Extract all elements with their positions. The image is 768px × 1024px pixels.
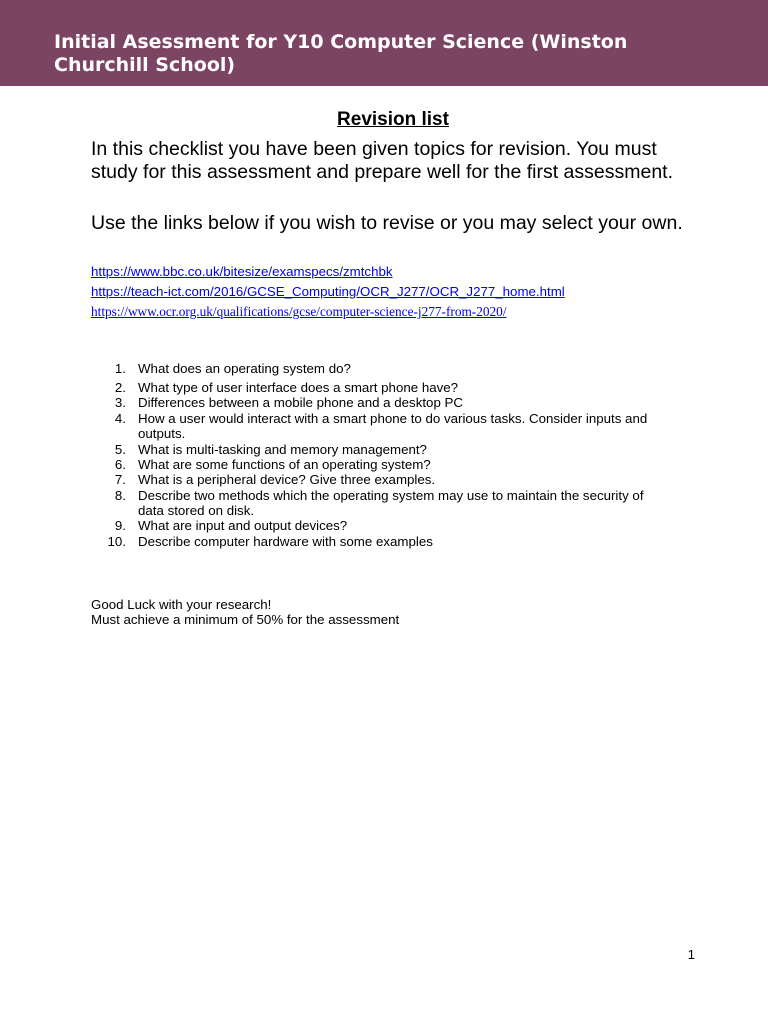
list-item-text: What is multi-tasking and memory management? — [138, 442, 427, 457]
pass-mark-line: Must achieve a minimum of 50% for the assessment — [91, 612, 400, 628]
list-item-number: 7. — [114, 472, 126, 487]
list-item-number: 3. — [114, 395, 126, 410]
list-item-text: What type of user interface does a smart phone have? — [138, 380, 459, 395]
list-item-number: 10. — [107, 534, 126, 549]
list-item-number: 2. — [114, 380, 126, 395]
intro-paragraph-2: Use the links below if you wish to revise or you may select your own. — [91, 212, 683, 234]
page-number: 1 — [687, 947, 695, 962]
list-item-text: What are input and output devices? — [138, 518, 348, 533]
ocr-link[interactable]: https://www.ocr.org.uk/qualifications/gcse/computer-science-j277-from-2020/ — [91, 304, 507, 319]
list-item-text: What does an operating system do? — [138, 361, 351, 376]
list-item-text: Describe computer hardware with some examples — [138, 534, 433, 549]
list-item-number: 8. — [114, 488, 126, 503]
revision-list-heading: Revision list — [337, 109, 449, 130]
title-banner — [0, 0, 768, 86]
list-item-number: 4. — [114, 411, 126, 426]
list-item-text: Describe two methods which the operating system may use to maintain the security of data stored on disk. — [138, 488, 644, 519]
list-item-number: 6. — [114, 457, 126, 472]
list-item-text: What are some functions of an operating system? — [138, 457, 431, 472]
list-item-number: 5. — [114, 442, 126, 457]
list-item-text: Differences between a mobile phone and a desktop PC — [138, 395, 464, 410]
document-title: Initial Asessment for Y10 Computer Science (Winston Churchill School) — [54, 31, 628, 76]
list-item-number: 1. — [114, 361, 126, 376]
list-item-text: How a user would interact with a smart phone to do various tasks. Consider inputs and outputs. — [138, 411, 648, 442]
closing-note — [91, 597, 399, 628]
teach-ict-link[interactable]: https://teach-ict.com/2016/GCSE_Computing/OCR_J277/OCR_J277_home.html — [91, 284, 565, 299]
intro-paragraph-1: In this checklist you have been given topics for revision. You must study for this assessment and prepare well for the first assessment. — [91, 138, 674, 183]
list-item-text: What is a peripheral device? Give three examples. — [138, 472, 436, 487]
good-luck-line: Good Luck with your research! — [91, 597, 272, 612]
bbc-bitesize-link[interactable]: https://www.bbc.co.uk/bitesize/examspecs/zmtchbk — [91, 264, 393, 279]
list-item-number: 9. — [114, 518, 126, 533]
